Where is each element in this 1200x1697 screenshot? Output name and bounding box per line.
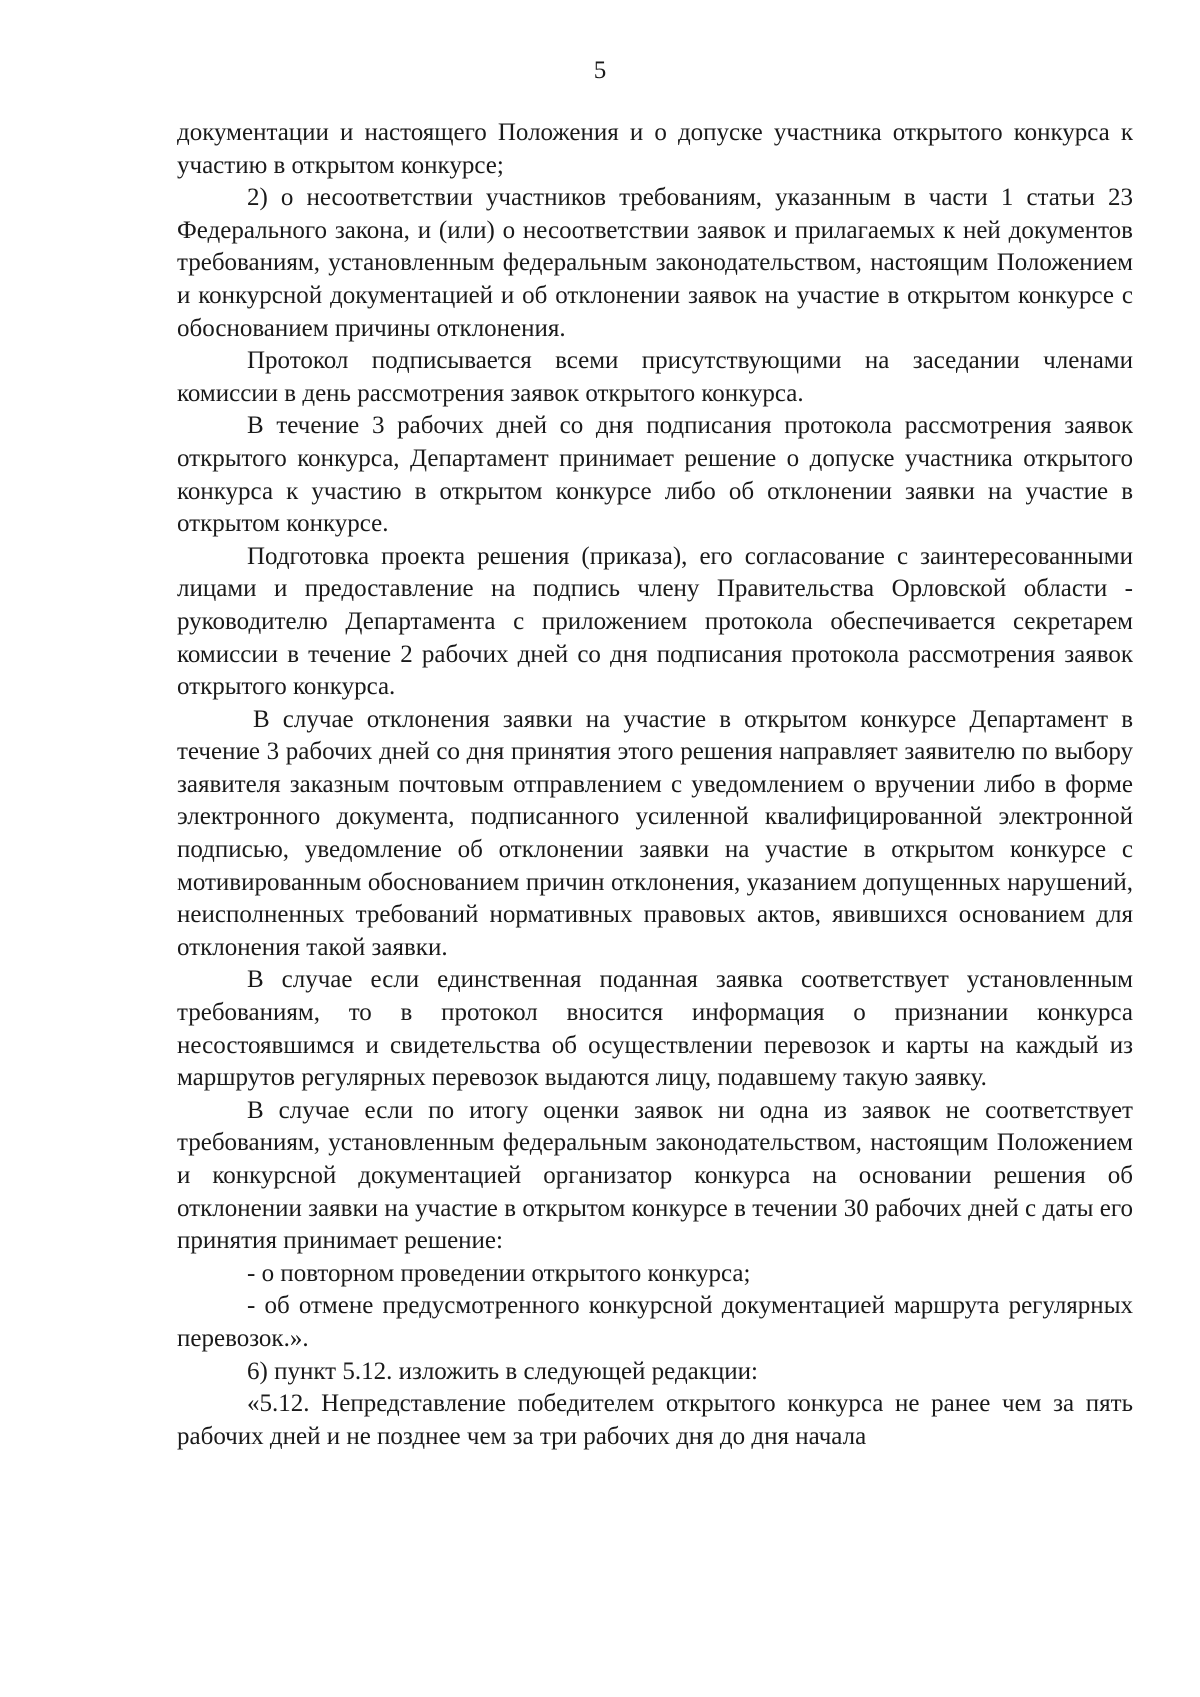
paragraph: Подготовка проекта решения (приказа), его согласование с заинтересованными лицами и предоставление на подпись члену Правительства Орловской области - руководителю Департамента с приложением протокола обеспечивается секретарем комиссии в течение 2 рабочих дней со дня подписания протокола рассмотрения заявок открытого конкурса. xyxy=(177,542,1133,701)
paragraph: В течение 3 рабочих дней со дня подписания протокола рассмотрения заявок открытого конкурса, Департамент принимает решение о допуске участника открытого конкурса к участию в открытом конкурсе либо об отклонении заявки на участие в открытом конкурсе. xyxy=(177,412,1133,538)
paragraph: «5.12. Непредставление победителем открытого конкурса не ранее чем за пять рабочих дней и не позднее чем за три рабочих дня до дня начала xyxy=(177,1390,1133,1450)
paragraph: 6) пункт 5.12. изложить в следующей редакции: xyxy=(247,1357,758,1385)
document-body xyxy=(177,117,1133,1453)
page-number: 5 xyxy=(593,57,607,84)
list-item: - о повторном проведении открытого конкурса; xyxy=(247,1259,751,1287)
paragraph: В случае отклонения заявки на участие в открытом конкурсе Департамент в течение 3 рабочих дней со дня принятия этого решения направляет заявителю по выбору заявителя заказным почтовым отправлением с уведомлением о вручении либо в форме электронного документа, подписанного усиленной квалифицированной электронной подписью, уведомление об отклонении заявки на участие в открытом конкурсе с мотивированным обоснованием причин отклонения, указанием допущенных нарушений, неисполненных требований нормативных правовых актов, явившихся основанием для отклонения такой заявки. xyxy=(177,705,1133,961)
paragraph: В случае если единственная поданная заявка соответствует установленным требованиям, то в протокол вносится информация о признании конкурса несостоявшимся и свидетельства об осуществлении перевозок и карты на каждый из маршрутов регулярных перевозок выдаются лицу, подавшему такую заявку. xyxy=(177,966,1133,1092)
paragraph: Протокол подписывается всеми присутствующими на заседании членами комиссии в день рассмотрения заявок открытого конкурса. xyxy=(177,347,1133,407)
paragraph: 2) о несоответствии участников требованиям, указанным в части 1 статьи 23 Федерального закона, и (или) о несоответствии заявок и прилагаемых к ней документов требованиям, установленным федеральным законодательством, настоящим Положением и конкурсной документацией и об отклонении заявок на участие в открытом конкурсе с обоснованием причины отклонения. xyxy=(177,184,1133,342)
paragraph: В случае если по итогу оценки заявок ни одна из заявок не соответствует требованиям, установленным федеральным законодательством, настоящим Положением и конкурсной документацией организатор конкурса на основании решения об отклонении заявки на участие в открытом конкурсе в течении 30 рабочих дней с даты его принятия принимает решение: xyxy=(177,1096,1133,1255)
list-item: - об отмене предусмотренного конкурсной документацией маршрута регулярных перевозок.». xyxy=(177,1292,1133,1352)
paragraph: документации и настоящего Положения и о допуске участника открытого конкурса к участию в открытом конкурсе; xyxy=(177,119,1133,179)
